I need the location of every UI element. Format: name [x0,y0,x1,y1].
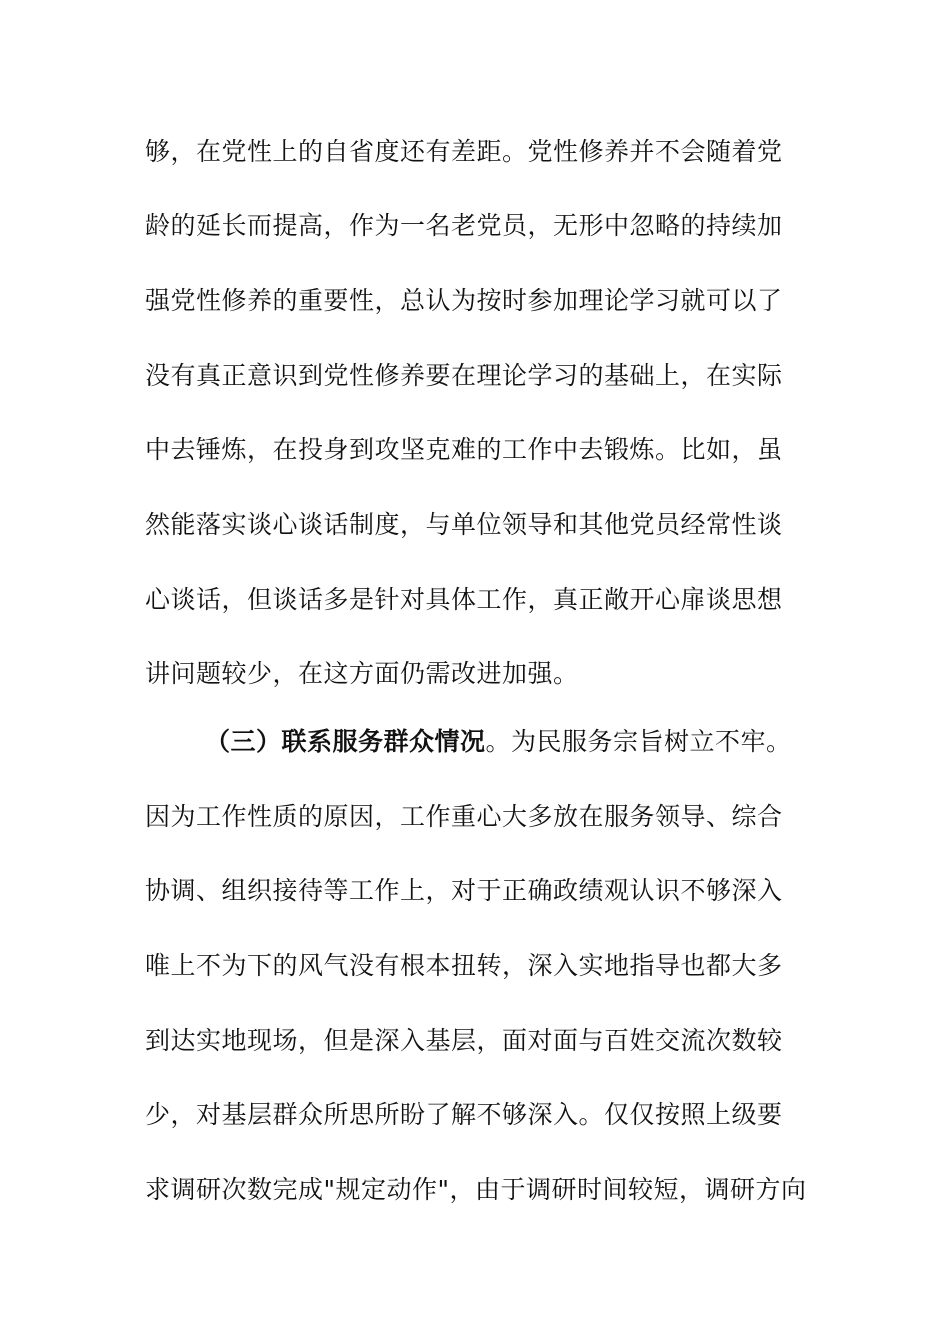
paragraph-line: 讲问题较少，在这方面仍需改进加强。 [145,659,579,688]
paragraph-line: 协调、组织接待等工作上，对于正确政绩观认识不够深入 [145,876,783,905]
paragraph-line: 少，对基层群众所思所盼了解不够深入。仅仅按照上级要 [145,1100,783,1129]
paragraph-line: 没有真正意识到党性修养要在理论学习的基础上，在实际 [145,361,783,390]
paragraph-line: 强党性修养的重要性，总认为按时参加理论学习就可以了 [145,286,783,315]
paragraph-line: 龄的延长而提高，作为一名老党员，无形中忽略的持续加 [145,211,783,240]
section-heading: （三）联系服务群众情况 [205,727,486,756]
paragraph-line: 唯上不为下的风气没有根本扭转，深入实地指导也都大多 [145,951,783,980]
paragraph-line: 中去锤炼，在投身到攻坚克难的工作中去锻炼。比如，虽 [145,435,783,464]
paragraph-line: 到达实地现场，但是深入基层，面对面与百姓交流次数较 [145,1026,783,1055]
section-heading-line [205,725,875,759]
paragraph-line: 心谈话，但谈话多是针对具体工作，真正敞开心扉谈思想 [145,585,783,614]
section-heading-tail: 。为民服务宗旨树立不牢。 [485,727,792,756]
paragraph-line: 然能落实谈心谈话制度，与单位领导和其他党员经常性谈 [145,510,783,539]
paragraph-line: 因为工作性质的原因，工作重心大多放在服务领导、综合 [145,802,783,831]
paragraph-line: 够，在党性上的自省度还有差距。党性修养并不会随着党 [145,137,783,166]
paragraph-line: 求调研次数完成"规定动作"，由于调研时间较短，调研方向 [145,1175,807,1204]
